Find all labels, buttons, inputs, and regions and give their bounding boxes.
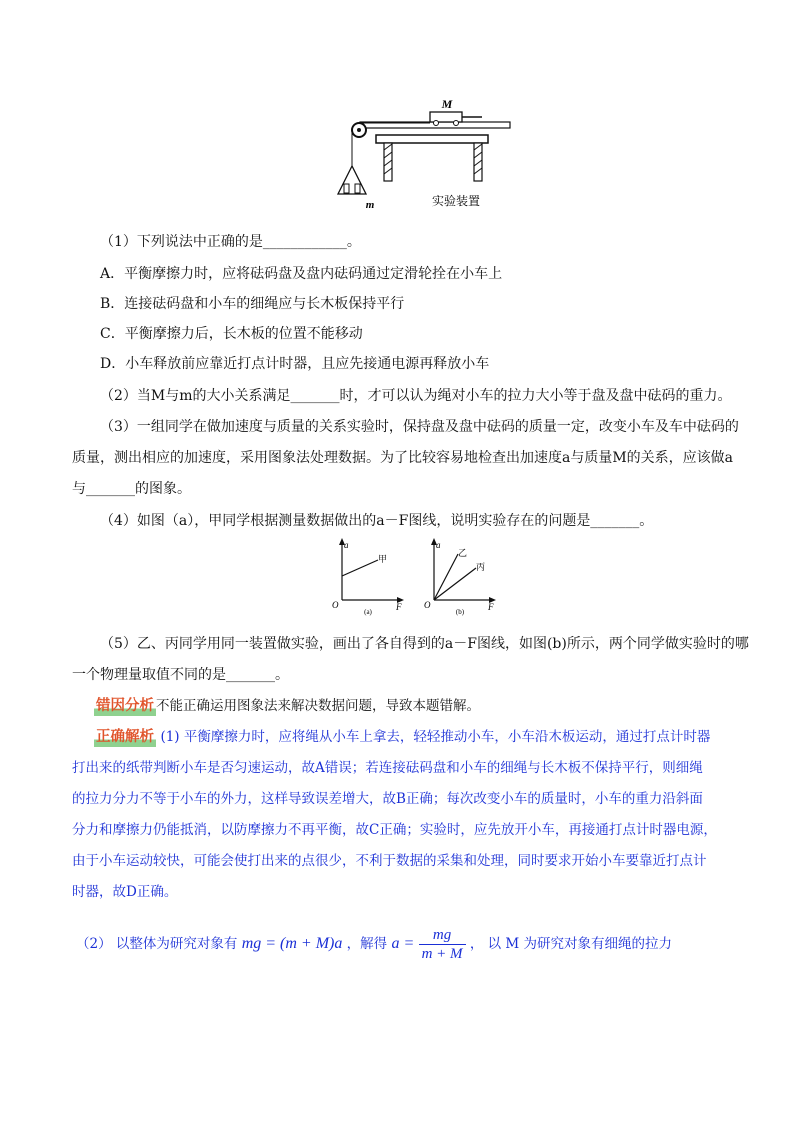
solution-part2 [76, 926, 672, 963]
graph-a-origin: O [332, 600, 339, 610]
solution-part2-prefix: （2） 以整体为研究对象有 [76, 936, 238, 952]
question-5-line2: 一个物理量取值不同的是_______。 [72, 667, 289, 683]
apparatus-caption: 实验装置 [431, 194, 481, 208]
solution-line6: 时器，故D正确。 [72, 884, 178, 900]
apparatus-figure [330, 92, 530, 217]
solution-text-1: (1) 平衡摩擦力时，应将绳从小车上拿去，轻轻推动小车，小车沿木板运动，通过打点计时器 [160, 729, 711, 745]
label-M: M [441, 97, 453, 111]
solution-line3: 的拉力分力不等于小车的外力，这样导致误差增大，故B正确；每次改变小车的质量时，小车的重力沿斜面 [72, 791, 703, 807]
graph-b-line1-label: 乙 [458, 548, 468, 558]
graph-b-y-label: a [436, 540, 441, 550]
solution-part2-mid: ，解得 [346, 936, 388, 952]
graph-b-x-label: F [488, 602, 494, 612]
graph-b-caption: (b) [455, 608, 465, 616]
question-4: （4）如图（a），甲同学根据测量数据做出的a－F图线，说明实验存在的问题是_______。 [100, 513, 654, 529]
label-m: m [365, 199, 375, 211]
solution-tag: 正确解析 [96, 728, 154, 745]
equation-newton: mg = (m + M)a [241, 935, 343, 952]
graph-b-origin: O [424, 600, 431, 610]
graph-a-line-label: 甲 [378, 554, 388, 564]
question-5-line1: （5）乙、丙同学用同一装置做实验，画出了各自得到的a－F图线，如图(b)所示，两个同学做实验时的哪 [100, 636, 749, 652]
error-analysis-text: 不能正确运用图象法来解决数据问题，导致本题错解。 [156, 698, 480, 714]
option-d: D．小车释放前应靠近打点计时器，且应先接通电源再释放小车 [100, 356, 490, 372]
solution-line5: 由于小车运动较快，可能会使打出来的点很少，不利于数据的采集和处理，同时要求开始小车要靠近打点计 [72, 853, 707, 869]
graph-a-caption: (a) [364, 608, 372, 616]
graph-b [420, 534, 500, 616]
error-analysis-tag: 错因分析 [96, 697, 154, 714]
question-1: （1）下列说法中正确的是____________。 [100, 234, 361, 250]
equation-fraction [419, 926, 466, 963]
question-3-line3: 与_______的图象。 [72, 481, 191, 497]
fraction-denominator: m + M [421, 946, 463, 962]
option-b: B．连接砝码盘和小车的细绳应与长木板保持平行 [100, 296, 405, 312]
graph-b-line2-label: 丙 [476, 562, 486, 572]
solution-line2: 打出来的纸带判断小车是否匀速运动，故A错误；若连接砝码盘和小车的细绳与长木板不保持平行，则细绳 [72, 760, 703, 776]
solution-line4: 分力和摩擦力仍能抵消，以防摩擦力不再平衡，故C正确；实验时，应先放开小车，再接通打点计时器电源， [72, 822, 717, 838]
solution-part2-suffix: ， 以 M 为研究对象有细绳的拉力 [469, 936, 673, 952]
graph-a-x-label: F [396, 602, 402, 612]
equation-lhs: a = [391, 935, 415, 952]
question-2: （2）当M与m的大小关系满足_______时，才可以认为绳对小车的拉力大小等于盘及盘中砝码的重力。 [100, 388, 732, 404]
option-c: C．平衡摩擦力后，长木板的位置不能移动 [100, 326, 363, 342]
question-3-line1: （3）一组同学在做加速度与质量的关系实验时，保持盘及盘中砝码的质量一定，改变小车及车中砝码的 [100, 419, 739, 435]
fraction-numerator: mg [419, 926, 466, 945]
option-a: A．平衡摩擦力时，应将砝码盘及盘内砝码通过定滑轮拴在小车上 [100, 266, 503, 282]
graph-a-y-label: a [344, 540, 349, 550]
error-analysis [94, 696, 754, 716]
solution-line1 [94, 727, 754, 747]
question-3-line2: 质量，测出相应的加速度，采用图象法处理数据。为了比较容易地检查出加速度a与质量M的关系，应该做a [72, 450, 734, 466]
graph-a [328, 534, 408, 616]
